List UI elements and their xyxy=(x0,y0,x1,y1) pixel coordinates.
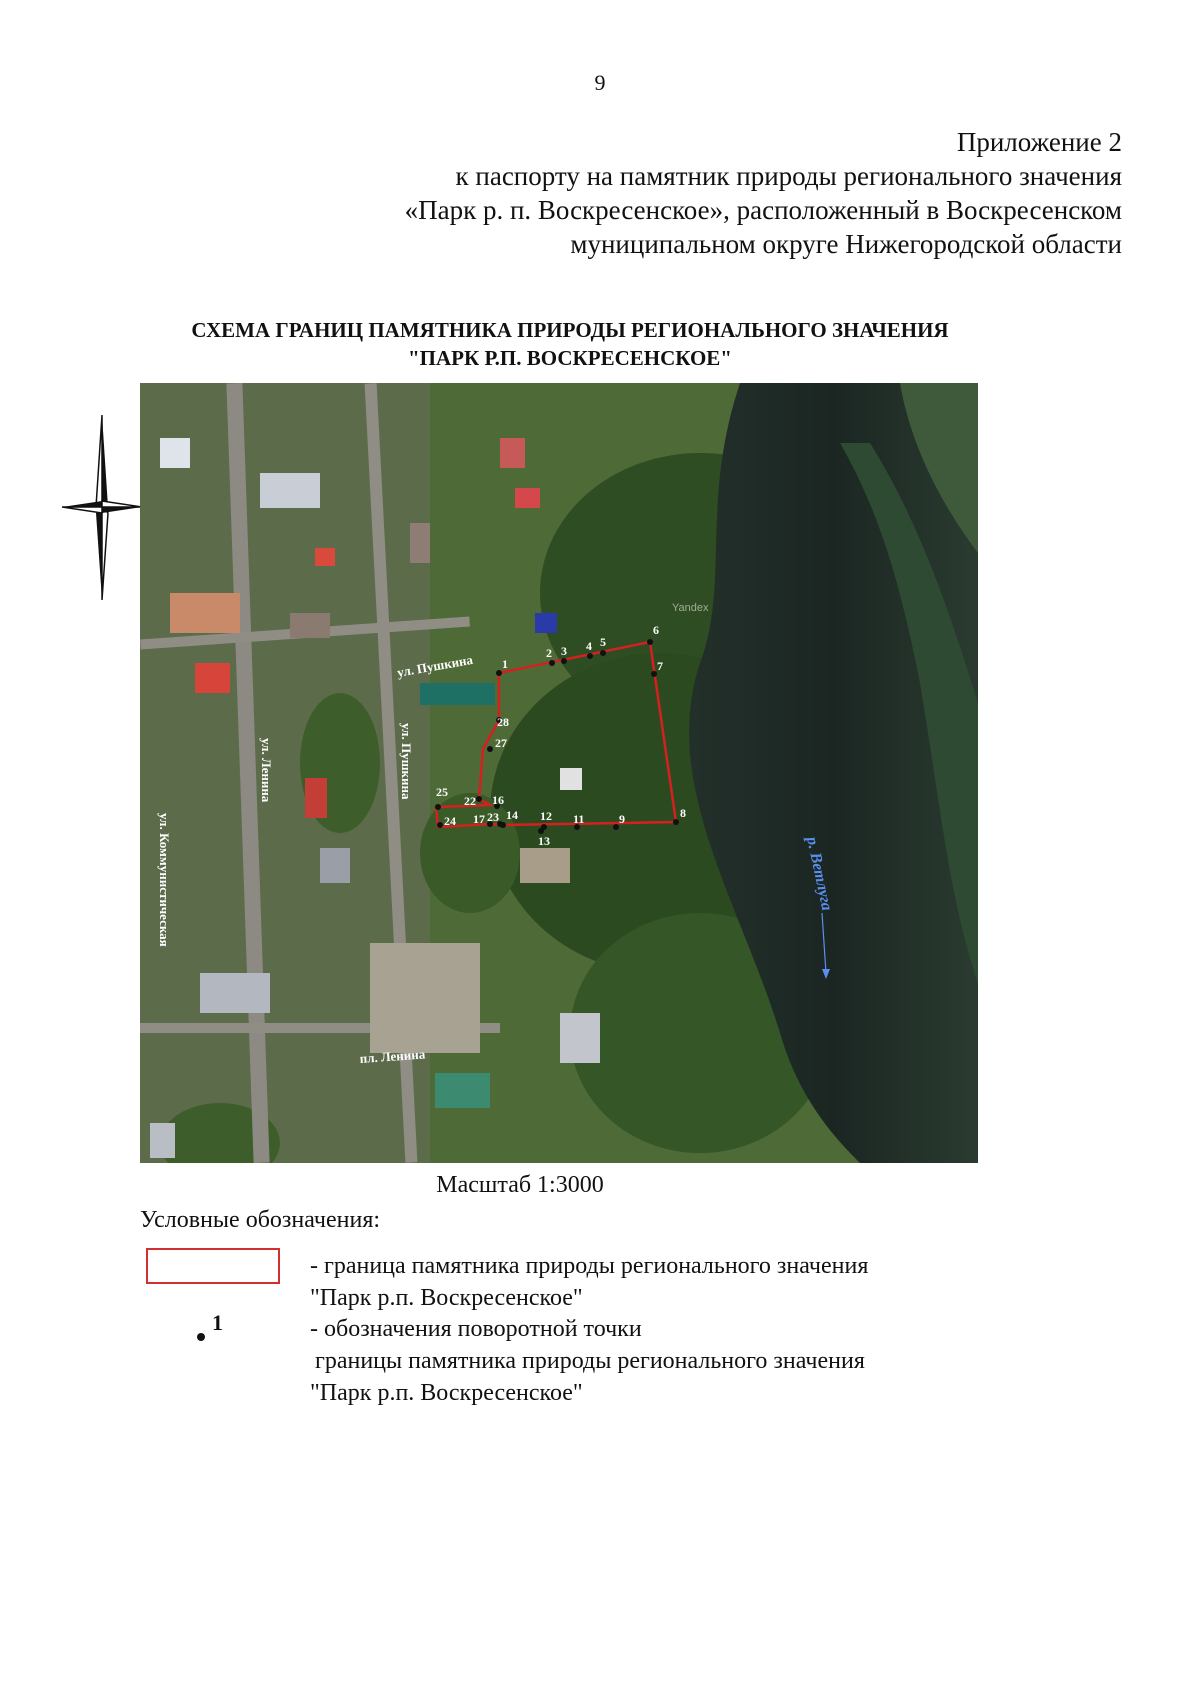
point-label-25: 25 xyxy=(436,785,448,799)
point-label-24: 24 xyxy=(444,814,456,828)
point-label-9: 9 xyxy=(619,812,625,826)
point-label-17: 17 xyxy=(473,812,485,826)
legend-title: Условные обозначения: xyxy=(140,1207,381,1233)
legend-point-dot-icon xyxy=(197,1333,205,1341)
scheme-title xyxy=(60,316,1080,372)
street-label-ploshchad-lenina: пл. Ленина xyxy=(359,1046,426,1066)
point-label-2: 2 xyxy=(546,646,552,660)
appendix-line-1: Приложение 2 xyxy=(956,127,1122,157)
map-scale: Масштаб 1:3000 xyxy=(436,1172,604,1198)
appendix-line-3: «Парк р. п. Воскресенское», расположенный в Воскресенском xyxy=(404,195,1122,225)
street-label-pushkina-vertical: ул. Пушкина xyxy=(399,723,414,800)
river-label: р. Ветлуга xyxy=(803,835,836,913)
compass-rose-icon xyxy=(62,415,142,600)
legend-point-number: 1 xyxy=(212,1310,223,1335)
map-watermark: Yandex xyxy=(672,602,709,614)
point-label-23: 23 xyxy=(487,810,499,824)
page-number: 9 xyxy=(594,70,606,95)
appendix-line-2: к паспорту на памятник природы регионального значения xyxy=(455,161,1122,191)
appendix-line-4: муниципальном округе Нижегородской области xyxy=(570,229,1122,259)
point-label-5: 5 xyxy=(600,635,606,649)
point-label-3: 3 xyxy=(561,644,567,658)
point-label-14: 14 xyxy=(506,808,518,822)
scheme-title-line-2: "ПАРК Р.П. ВОСКРЕСЕНСКОЕ" xyxy=(408,346,732,370)
legend-point-text-3: "Парк р.п. Воскресенское" xyxy=(310,1380,583,1406)
legend-boundary-text-1: - граница памятника природы регионального значения xyxy=(310,1253,869,1279)
point-label-6: 6 xyxy=(653,623,659,637)
appendix-header xyxy=(222,125,1122,261)
legend-boundary-swatch xyxy=(146,1248,280,1284)
legend-boundary-text-2: "Парк р.п. Воскресенское" xyxy=(310,1285,583,1311)
point-label-4: 4 xyxy=(586,639,592,653)
scheme-title-line-1: СХЕМА ГРАНИЦ ПАМЯТНИКА ПРИРОДЫ РЕГИОНАЛЬНОГО ЗНАЧЕНИЯ xyxy=(191,318,949,342)
satellite-map-image xyxy=(140,383,978,1163)
point-label-8: 8 xyxy=(680,806,686,820)
point-label-13: 13 xyxy=(538,834,550,848)
point-label-12: 12 xyxy=(540,809,552,823)
satellite-map[interactable] xyxy=(140,383,978,1163)
point-label-16: 16 xyxy=(492,793,504,807)
point-label-28: 28 xyxy=(497,715,509,729)
street-label-kommunisticheskaya: ул. Коммунистическая xyxy=(157,813,172,947)
legend-point-text-2: границы памятника природы регионального значения xyxy=(315,1348,865,1374)
point-label-27: 27 xyxy=(495,736,507,750)
street-label-pushkina-top: ул. Пушкина xyxy=(395,651,474,680)
street-label-lenina: ул. Ленина xyxy=(259,738,274,803)
point-label-1: 1 xyxy=(502,657,508,671)
legend-point-text-1: - обозначения поворотной точки xyxy=(310,1316,642,1342)
point-label-7: 7 xyxy=(657,659,663,673)
point-label-22: 22 xyxy=(464,794,476,808)
point-label-11: 11 xyxy=(573,812,585,826)
